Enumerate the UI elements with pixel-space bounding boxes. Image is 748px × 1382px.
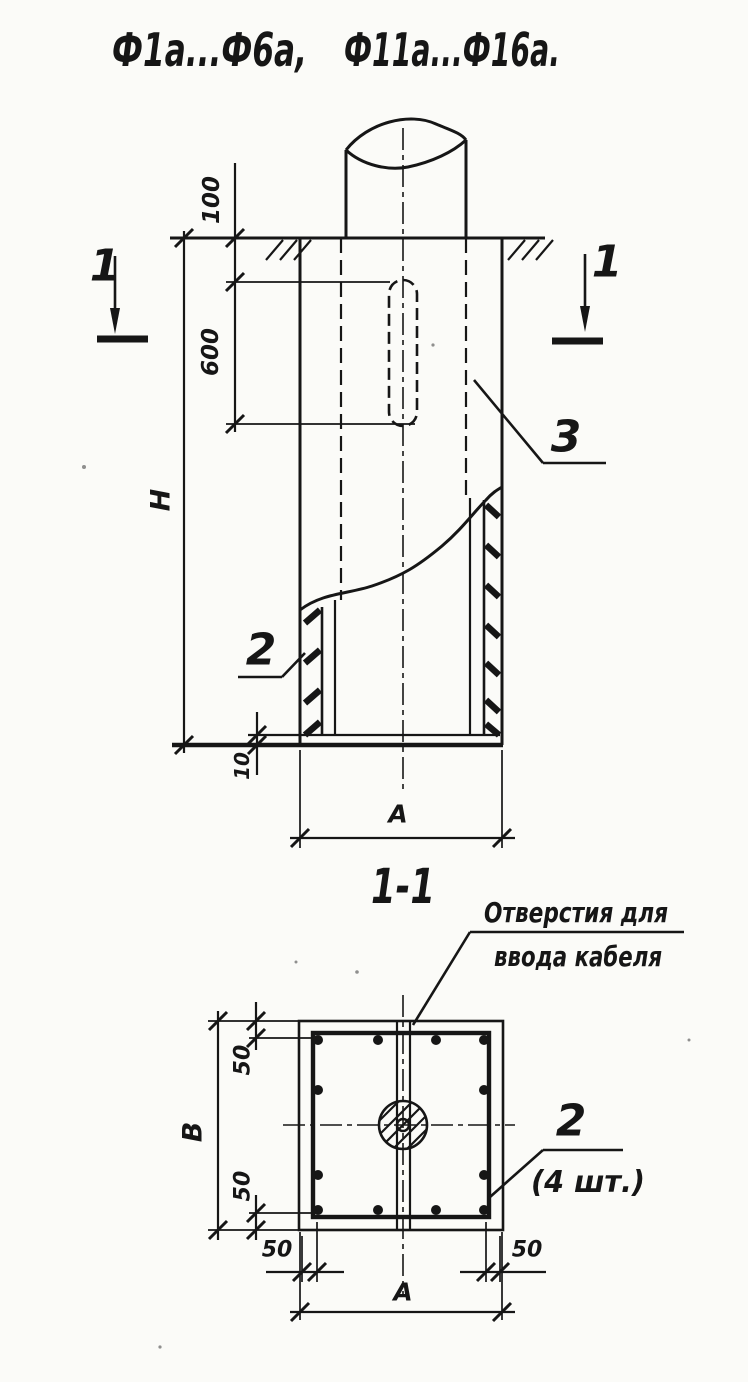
annotation-cable-holes <box>413 896 684 1025</box>
dim-100-600 <box>198 163 415 433</box>
section-marker-right-label: 1 <box>591 236 623 288</box>
annotation-leader <box>413 932 470 1025</box>
section-view <box>178 859 685 1321</box>
pole-break-line <box>346 119 466 168</box>
callout-anchor-label: 3 <box>550 411 582 463</box>
dim-600-label: 600 <box>198 327 224 377</box>
drawing-title <box>112 23 560 77</box>
foundation-outline <box>172 238 503 745</box>
dim-cover-top <box>231 1002 314 1075</box>
dim-cover-top-label: 50 <box>230 1044 256 1076</box>
dim-cover-right-label: 50 <box>511 1237 543 1263</box>
dim-cover-bottom-label: 50 <box>230 1170 256 1202</box>
rebar-right <box>484 500 499 735</box>
section-marker-right <box>552 237 622 342</box>
break-wave-line <box>300 487 502 610</box>
callout-rebar-section-qty: (4 шт.) <box>531 1165 645 1200</box>
section-marker-left-label: 1 <box>89 240 121 292</box>
section-title: 1-1 <box>371 859 435 915</box>
dim-width-elevation-label: А <box>388 799 408 829</box>
title-series-right: Ф11а...Ф16а. <box>344 23 560 77</box>
section-marker-left <box>90 241 148 340</box>
rebar-left <box>305 607 322 735</box>
dim-height-label: Н <box>145 488 177 512</box>
dim-100-label: 100 <box>199 175 225 225</box>
dim-side-B-label: В <box>177 1121 209 1143</box>
ground-line <box>170 238 553 260</box>
annotation-line1: Отверстия для <box>484 896 669 929</box>
title-series-left: Ф1а...Ф6а, <box>112 23 307 77</box>
dim-cover-left-label: 50 <box>261 1237 293 1263</box>
callout-rebar-elevation <box>238 625 305 678</box>
elevation-view <box>90 119 623 848</box>
dim-height <box>146 229 194 754</box>
callout-rebar-section-label: 2 <box>555 1095 587 1147</box>
annotation-line2: ввода кабеля <box>494 940 663 973</box>
dim-10-label: 10 <box>230 752 254 780</box>
callout-rebar-elevation-label: 2 <box>245 624 277 676</box>
dim-width-section-label: А <box>393 1277 413 1307</box>
pole <box>346 119 466 238</box>
callout-rebar-section <box>490 1096 645 1201</box>
ground-hatching <box>266 240 553 260</box>
callout-anchor <box>474 380 606 463</box>
